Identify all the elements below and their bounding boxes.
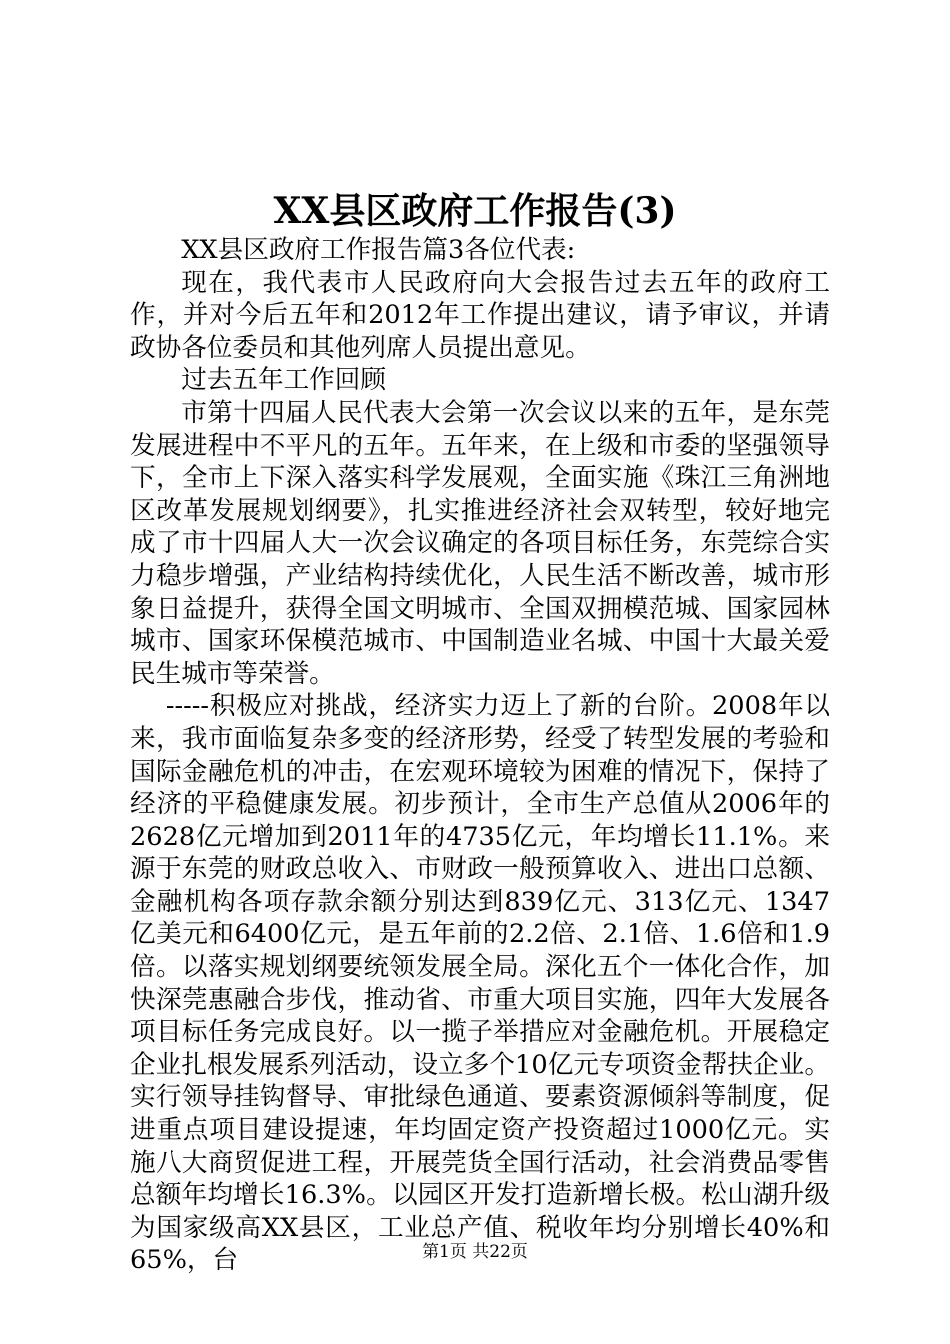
greeting-paragraph: XX县区政府工作报告篇3各位代表: [181,235,576,265]
review-paragraph: 市第十四届人民代表大会第一次会议以来的五年，是东莞发展进程中不平凡的五年。五年来，在上级和市委的坚强领导下，全市上下深入落实科学发展观，全面实施《珠江三角洲地区改革发展规划纲要》，扎实推进经济社会双转型，较好地完成了市十四届人大一次会议确定的各项目标任务，东莞综合实力稳步增强，产业结构持续优化，人民生活不断改善，城市形象日益提升，获得全国文明城市、全国双拥模范城、国家园林城市、国家环保模范城市、中国制造业名城、中国十大最关爱民生城市等荣誉。 [130,397,830,689]
document-title: XX县区政府工作报告(3) [273,190,677,232]
document-body [130,234,830,1277]
section-heading: 过去五年工作回顾 [181,365,386,396]
page-footer: 第1页 共22页 [422,1242,528,1262]
intro-paragraph: 现在，我代表市人民政府向大会报告过去五年的政府工作，并对今后五年和2012年工作提出建议，请予审议，并请政协各位委员和其他列席人员提出意见。 [130,267,830,363]
economy-paragraph: -----积极应对挑战，经济实力迈上了新的台阶。2008年以来，我市面临复杂多变的经济形势，经受了转型发展的考验和国际金融危机的冲击，在宏观环境较为困难的情况下，保持了经济的平稳健康发展。初步预计，全市生产总值从2006年的2628亿元增加到2011年的4735亿元，年均增长11.1%。来源于东莞的财政总收入、市财政一般预算收入、进出口总额、金融机构各项存款余额分别达到839亿元、313亿元、1347亿美元和6400亿元，是五年前的2.2倍、2.1倍、1.6倍和1.9倍。以落实规划纲要统领发展全局。深化五个一体化合作，加快深莞惠融合步伐，推动省、市重大项目实施，四年大发展各项目标任务完成良好。以一揽子举措应对金融危机。开展稳定企业扎根发展系列活动，设立多个10亿元专项资金帮扶企业。实行领导挂钩督导、审批绿色通道、要素资源倾斜等制度，促进重点项目建设提速，年均固定资产投资超过1000亿元。实施八大商贸促进工程，开展莞货全国行活动，社会消费品零售总额年均增长16.3%。以园区开发打造新增长极。松山湖升级为国家级高XX县区，工业总产值、税收年均分别增长40%和65%，台 [130,691,830,1276]
